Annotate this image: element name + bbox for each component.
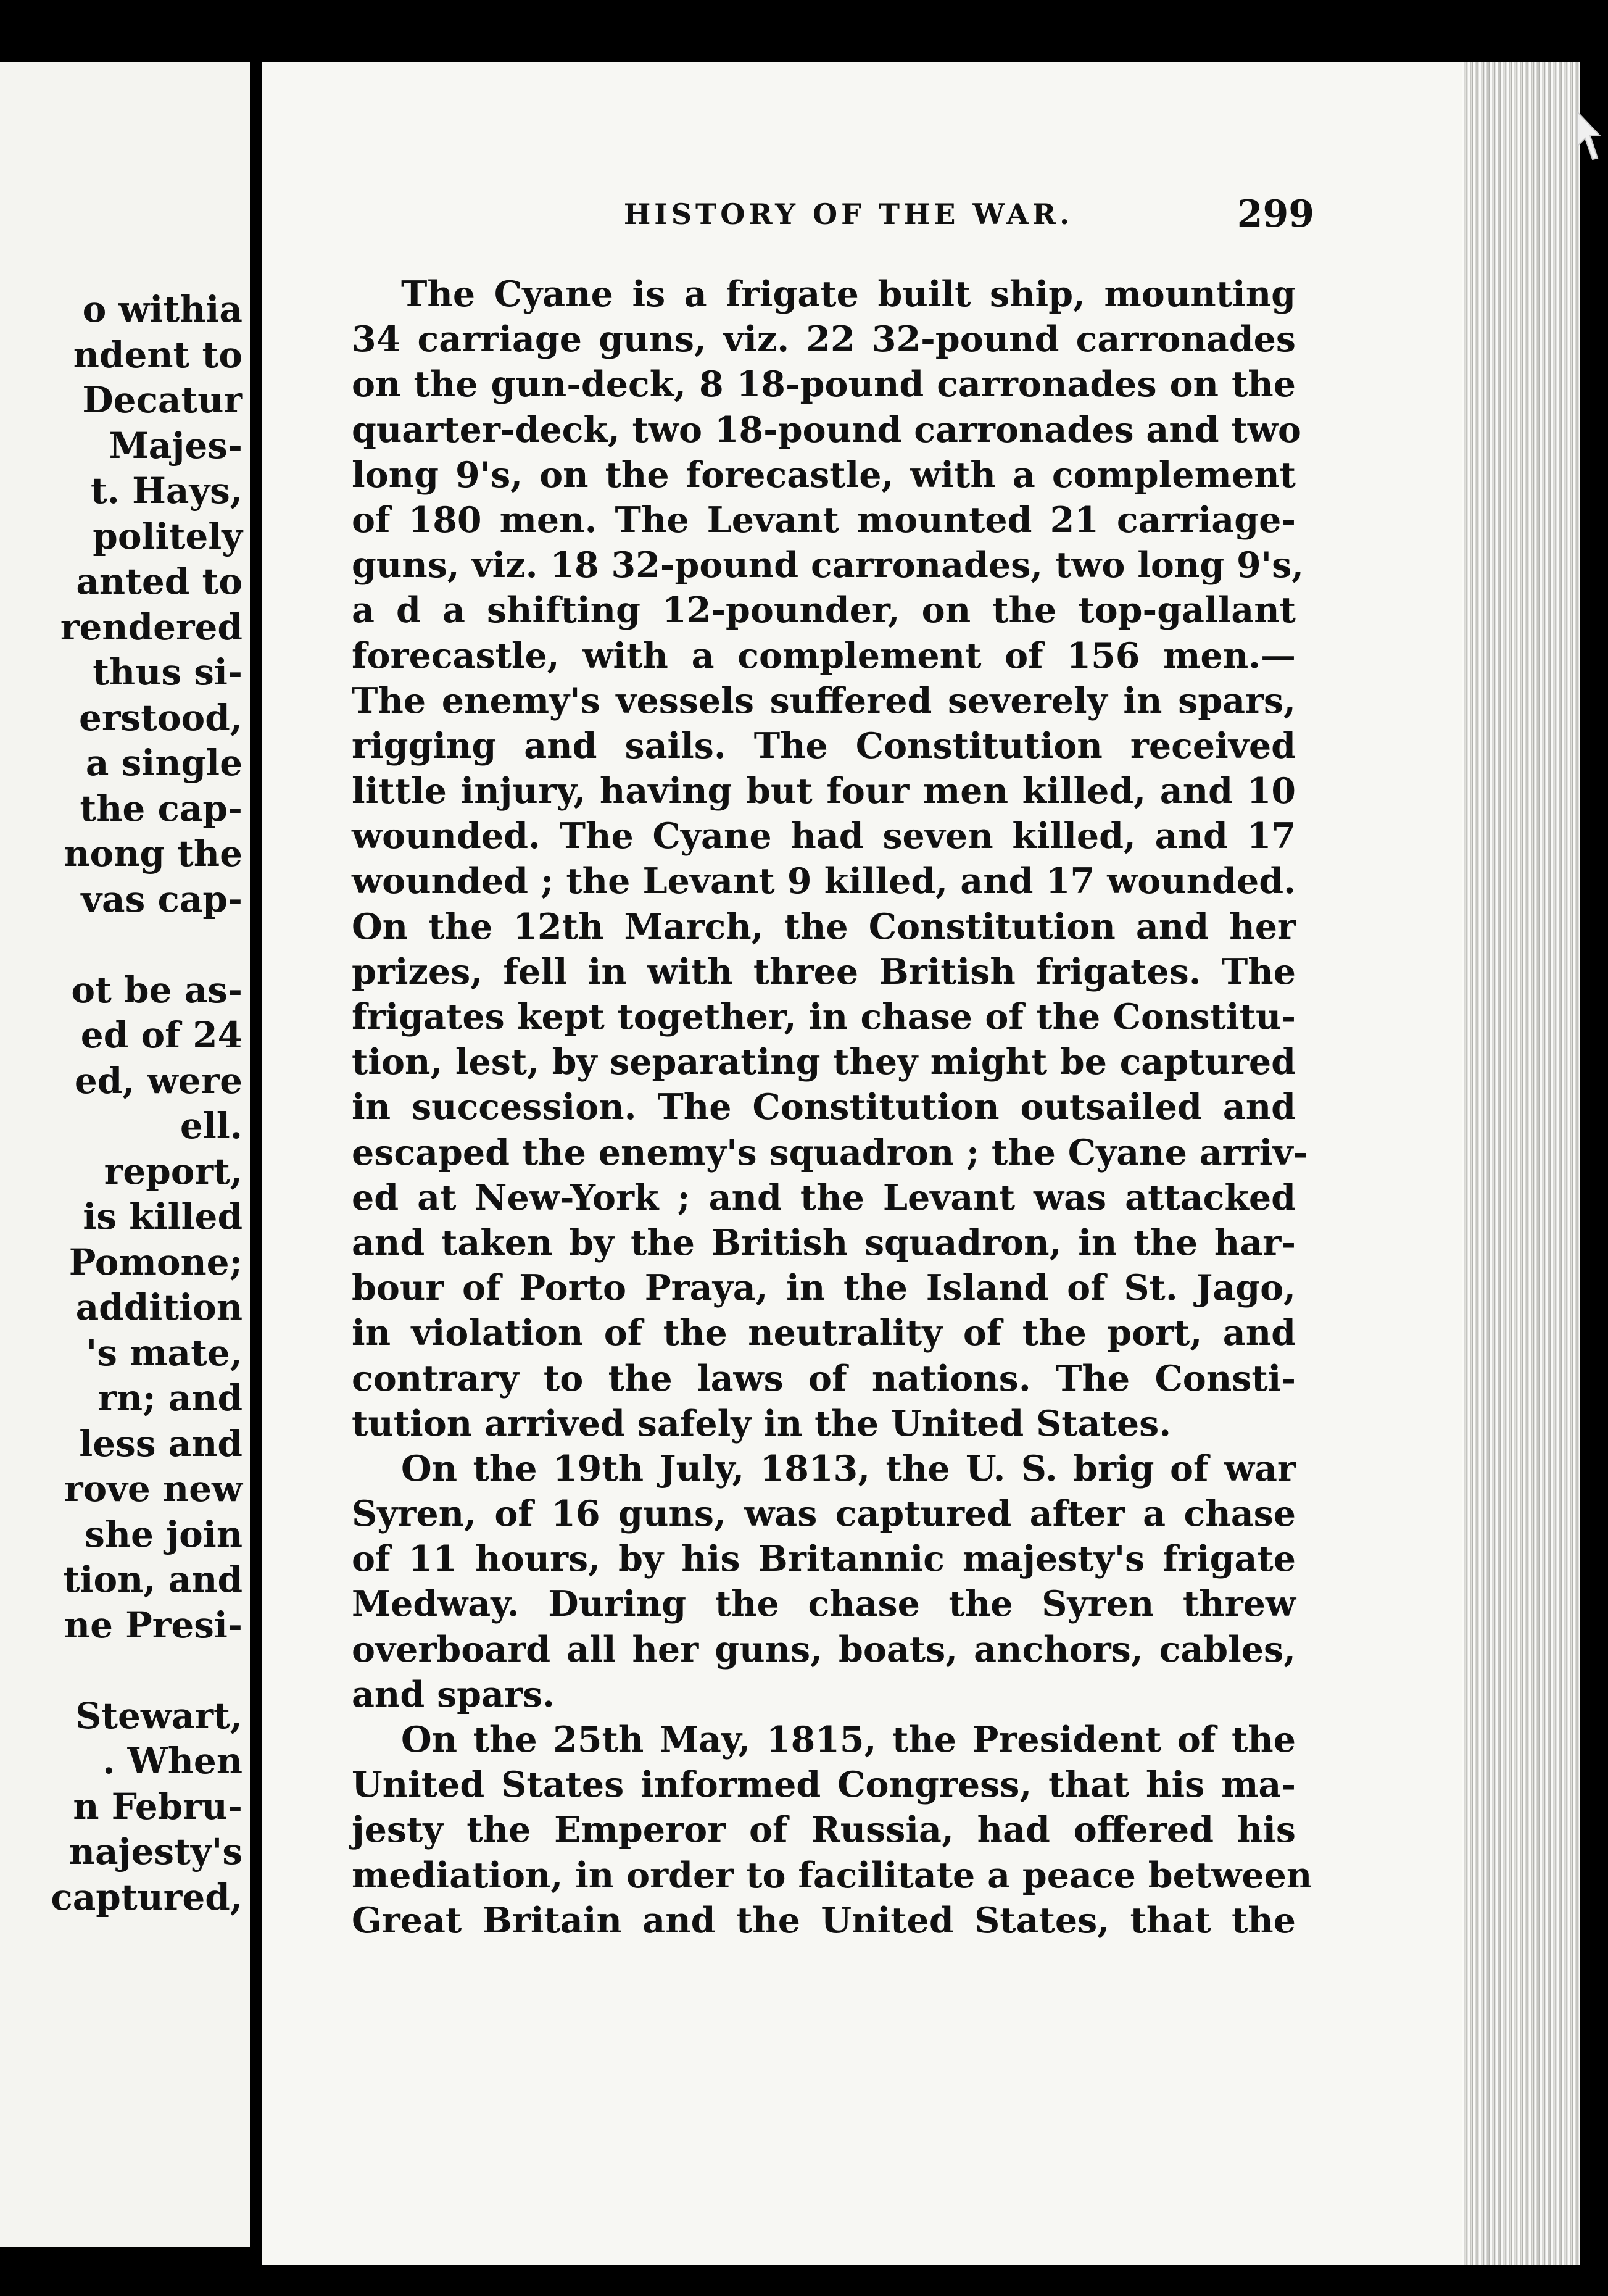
left-line: ell.: [180, 1105, 242, 1147]
text-line: wounded ; the Levant 9 killed, and 17 wounded.: [352, 860, 1296, 902]
left-line: captured,: [51, 1876, 242, 1918]
left-line: thus si-: [93, 651, 242, 693]
text-line: tion, lest, by separating they might be captured: [352, 1041, 1296, 1083]
left-line: tion, and: [63, 1558, 242, 1600]
left-line: report,: [104, 1150, 242, 1192]
text-line: forecastle, with a complement of 156 men.—: [352, 634, 1296, 676]
left-line: a single: [85, 742, 242, 784]
text-line: of 180 men. The Levant mounted 21 carriage-: [352, 499, 1296, 541]
text-line: and taken by the British squadron, in the har-: [352, 1221, 1296, 1263]
text-line: of 11 hours, by his Britannic majesty's frigate: [352, 1538, 1296, 1580]
text-line: little injury, having but four men killed, and 10: [352, 770, 1296, 812]
text-line: Medway. During the chase the Syren threw: [352, 1583, 1296, 1625]
text-line: ed at New-York ; and the Levant was attacked: [352, 1176, 1296, 1218]
text-line: 34 carriage guns, viz. 22 32-pound carronades: [352, 318, 1296, 360]
left-line: nong the: [64, 833, 242, 875]
text-line: in violation of the neutrality of the port, and: [352, 1312, 1296, 1354]
running-head: HISTORY OF THE WAR.: [623, 198, 1074, 231]
left-line: ed of 24: [80, 1014, 242, 1056]
text-line: The enemy's vessels suffered severely in spars,: [352, 680, 1296, 722]
left-line: rove new: [64, 1468, 242, 1510]
text-line: on the gun-deck, 8 18-pound carronades on the: [352, 364, 1296, 406]
left-line: ndent to: [73, 333, 242, 376]
left-line: Stewart,: [75, 1694, 242, 1737]
page-edge: [1462, 62, 1580, 2265]
text-line: escaped the enemy's squadron ; the Cyane arriv-: [352, 1131, 1308, 1173]
text-line: long 9's, on the forecastle, with a complement: [352, 454, 1296, 496]
text-line: guns, viz. 18 32-pound carronades, two long 9's,: [352, 544, 1304, 586]
left-line: erstood,: [78, 696, 242, 739]
text-line: jesty the Emperor of Russia, had offered his: [352, 1809, 1296, 1851]
left-line: rendered: [60, 605, 242, 648]
text-line: On the 19th July, 1813, the U. S. brig of war: [401, 1447, 1296, 1489]
left-line: politely: [93, 515, 242, 557]
cursor-icon: [1577, 111, 1601, 160]
text-line: in succession. The Constitution outsailed and: [352, 1086, 1296, 1128]
left-line: ed, were: [74, 1059, 242, 1102]
left-line: 's mate,: [86, 1331, 242, 1374]
left-line-gap: [0, 1648, 242, 1694]
left-page: [0, 62, 250, 2247]
left-line: anted to: [76, 560, 242, 602]
body-text: [352, 272, 1312, 1943]
text-line: The Cyane is a frigate built ship, mounting: [401, 273, 1296, 315]
text-line: Syren, of 16 guns, was captured after a chase: [352, 1493, 1296, 1535]
left-line: t. Hays,: [90, 470, 242, 512]
text-line: Great Britain and the United States, that the: [352, 1899, 1296, 1941]
text-line: overboard all her guns, boats, anchors, cables,: [352, 1628, 1296, 1670]
text-line: and spars.: [352, 1673, 555, 1715]
page-header: [571, 193, 1314, 253]
left-line: rn; and: [97, 1377, 242, 1419]
left-line: addition: [75, 1286, 242, 1328]
text-line: mediation, in order to facilitate a peace between: [352, 1854, 1312, 1896]
text-line: tution arrived safely in the United States.: [352, 1402, 1172, 1444]
left-line: o withia: [82, 288, 242, 330]
left-line: less and: [79, 1422, 242, 1465]
left-line: ot be as-: [71, 968, 242, 1011]
text-line: quarter-deck, two 18-pound carronades and two: [352, 409, 1301, 451]
left-line: is killed: [83, 1196, 242, 1237]
text-line: United States informed Congress, that his ma-: [352, 1764, 1296, 1806]
left-line: . When: [102, 1740, 242, 1782]
left-line: the cap-: [80, 787, 242, 830]
text-line: bour of Porto Praya, in the Island of St. Jago,: [352, 1267, 1296, 1309]
text-line: wounded. The Cyane had seven killed, and 17: [352, 815, 1296, 857]
text-line: a d a shifting 12-pounder, on the top-gallant: [352, 589, 1296, 631]
text-line: frigates kept together, in chase of the Constitu-: [352, 996, 1296, 1038]
text-line: On the 12th March, the Constitution and her: [352, 905, 1296, 947]
text-line: rigging and sails. The Constitution received: [352, 725, 1296, 767]
text-line: contrary to the laws of nations. The Consti-: [352, 1357, 1296, 1399]
left-page-text: [0, 287, 242, 1920]
left-line: she join: [85, 1513, 242, 1555]
left-line: ne Presi-: [64, 1603, 242, 1646]
left-line: n Febru-: [73, 1785, 242, 1828]
left-line: vas cap-: [81, 878, 242, 920]
page-number: 299: [1237, 193, 1314, 236]
left-line: Pomone;: [68, 1241, 242, 1283]
left-line: Decatur: [82, 379, 242, 421]
left-line-gap: [0, 922, 242, 968]
left-line: Majes-: [109, 424, 242, 467]
text-line: On the 25th May, 1815, the President of the: [401, 1719, 1296, 1760]
left-line: najesty's: [68, 1831, 242, 1873]
text-line: prizes, fell in with three British frigates. The: [352, 950, 1296, 992]
